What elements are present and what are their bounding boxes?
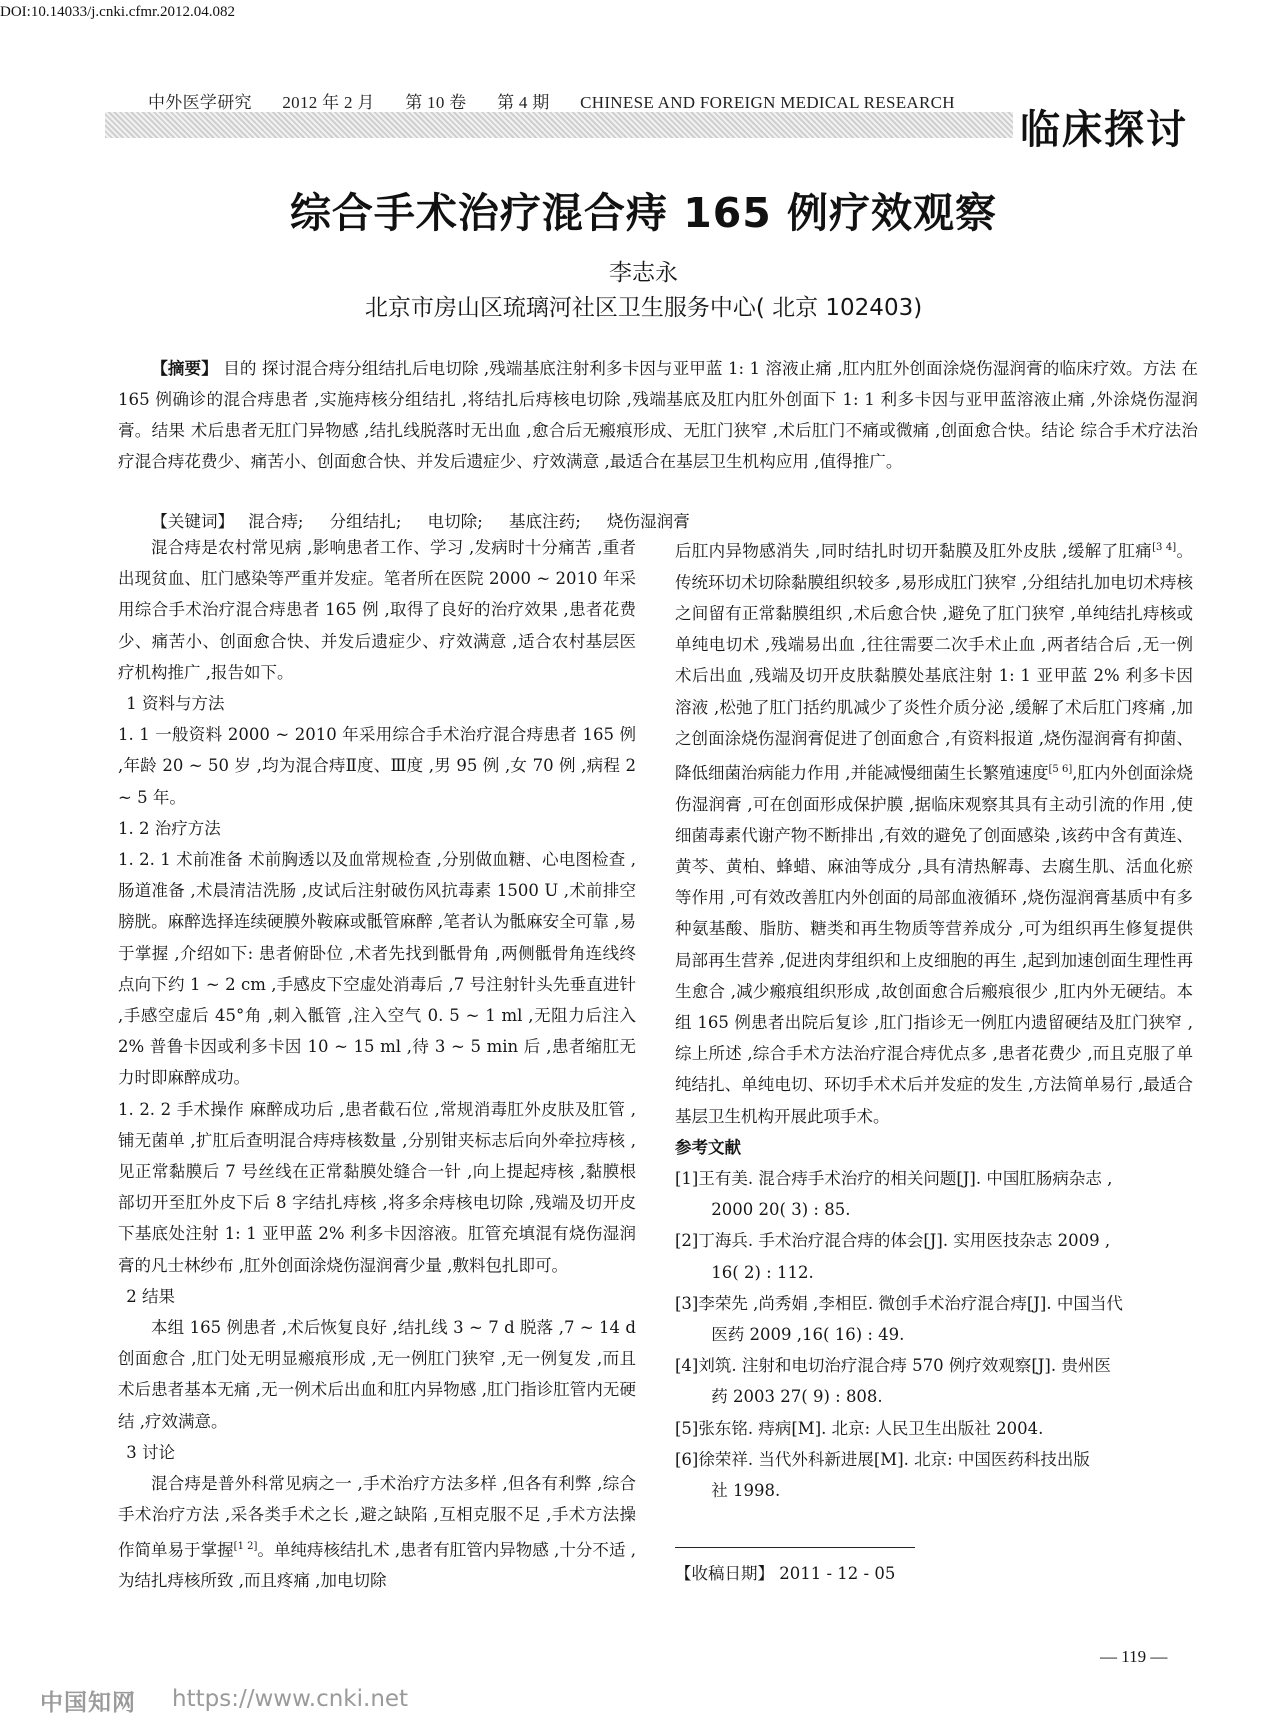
heading-discussion: 3 讨论 — [126, 1442, 175, 1462]
reference-text-continued: 医药 2009 ,16( 16) : 49. — [711, 1325, 905, 1345]
reference-text: 张东铭. 痔病[M]. 北京: 人民卫生出版社 2004. — [698, 1418, 1044, 1438]
running-header — [148, 88, 981, 113]
operation-paragraph: 1. 2. 2 手术操作 麻醉成功后 ,患者截石位 ,常规消毒肛外皮肤及肛管 ,铺无菌单 ,扩肛后查明混合痔痔核数量 ,分别钳夹标志后向外牵拉痔核 ,见正常黏膜后 7 号丝线在正常黏膜处缝合一针 ,向上提起痔核 ,黏膜根部切开至肛外皮下后 8 字结扎痔核 ,将多余痔核电切除 ,残端及切开皮下基底处注射 1: 1 亚甲蓝 2% 利多卡因溶液。肛管充填混有烧伤湿润膏的凡士林纱布 ,肛外创面涂烧伤湿润膏少量 ,敷料包扎即可。 — [118, 1099, 636, 1275]
article-author: 李志永 — [609, 260, 678, 286]
reference-number: [5] — [675, 1418, 699, 1438]
journal-name: 中外医学研究 — [148, 93, 252, 112]
discussion-text-b: 。单纯痔核结扎术 ,患者有肛管内异物感 ,十分不适 ,为结扎痔核所致 ,而且疼痛 ,加电切除 — [118, 1540, 636, 1591]
journal-english-name: CHINESE AND FOREIGN MEDICAL RESEARCH — [580, 93, 955, 112]
reference-item — [675, 1444, 1193, 1506]
section-title: 临床探讨 — [1020, 107, 1188, 153]
reference-text: 李荣先 ,尚秀娟 ,李相臣. 微创手术治疗混合痔[J]. 中国当代 — [698, 1293, 1123, 1313]
left-column — [118, 532, 636, 1596]
references-heading: 参考文献 — [675, 1137, 741, 1157]
section-hatched-bar — [105, 112, 1013, 138]
abstract — [118, 353, 1198, 477]
discussion-paragraph — [118, 1468, 636, 1596]
discussion-text-d: 。传统环切术切除黏膜组织较多 ,易形成肛门狭窄 ,分组结扎加电切术痔核之间留有正常黏膜组织 ,术后愈合快 ,避免了肛门狭窄 ,单纯结扎痔核或单纯电切术 ,残端易出血 ,往往需要二次手术止血 ,两者结合后 ,无一例术后出血 ,残端及切开皮肤黏膜处基底注射 1: 1 亚甲蓝 2% 利多卡因溶液 ,松弛了肛门括约肌减少了炎性介质分泌 ,缓解了术后肛门疼痛 ,加之创面涂烧伤湿润膏促进了创面愈合 ,有资料报道 ,烧伤湿润膏有抑菌、降低细菌治病能力作用 ,并能减慢细菌生长繁殖速度 — [675, 541, 1193, 783]
abstract-label: 【摘要】 — [151, 358, 218, 378]
discussion-text-a: 混合痔是普外科常见病之一 ,手术治疗方法多样 ,但各有利弊 ,综合手术治疗方法 ,采各类手术之长 ,避之缺陷 ,互相克服不足 ,手术方法操作简单易于掌握 — [118, 1474, 636, 1559]
heading-results: 2 结果 — [126, 1286, 175, 1306]
article-title: 综合手术治疗混合痔 165 例疗效观察 — [289, 189, 998, 237]
discussion-text-c: 后肛内异物感消失 ,同时结扎时切开黏膜及肛外皮肤 ,缓解了肛痛 — [675, 541, 1153, 561]
heading-methods: 1 资料与方法 — [126, 694, 225, 714]
heading-treatment: 1. 2 治疗方法 — [118, 818, 221, 838]
footnote-divider — [675, 1547, 915, 1548]
general-data-paragraph: 1. 1 一般资料 2000 ~ 2010 年采用综合手术治疗混合痔患者 165 例 ,年龄 20 ~ 50 岁 ,均为混合痔Ⅱ度、Ⅲ度 ,男 95 例 ,女 70 例 ,病程 2 ~ 5 年。 — [118, 725, 636, 807]
keyword-item: 烧伤湿润膏 — [606, 512, 690, 531]
discussion-continued-paragraph — [675, 532, 1193, 1132]
citation-1-2: [1 2] — [233, 1540, 258, 1552]
reference-number: [1] — [675, 1169, 699, 1189]
intro-paragraph: 混合痔是农村常见病 ,影响患者工作、学习 ,发病时十分痛苦 ,重者出现贫血、肛门感染等严重并发症。笔者所在医院 2000 ~ 2010 年采用综合手术治疗混合痔患者 165 例 ,取得了良好的治疗效果 ,患者花费少、痛苦小、创面愈合快、并发后遗症少、疗效满意 ,适合农村基层医疗机构推广 ,报告如下。 — [118, 538, 636, 682]
preop-paragraph: 1. 2. 1 术前准备 术前胸透以及血常规检查 ,分别做血糖、心电图检查 ,肠道准备 ,术晨清洁洗肠 ,皮试后注射破伤风抗毒素 1500 U ,术前排空膀胱。麻醉选择连续硬膜外鞍麻或骶管麻醉 ,笔者认为骶麻安全可靠 ,易于掌握 ,介绍如下: 患者俯卧位 ,术者先找到骶骨角 ,两侧骶骨角连线终点向下约 1 ~ 2 cm ,手感皮下空虚处消毒后 ,7 号注射针头先垂直进针 ,手感空虚后 45°角 ,刺入骶管 ,注入空气 0. 5 ~ 1 ml ,无阻力后注入 2% 普鲁卡因或利多卡因 10 ~ 15 ml ,待 3 ~ 5 min 后 ,患者缩肛无力时即麻醉成功。 — [118, 850, 636, 1088]
reference-text: 丁海兵. 手术治疗混合痔的体会[J]. 实用医技杂志 2009 , — [698, 1231, 1111, 1251]
keyword-item: 基底注药; — [508, 512, 581, 531]
cnki-logo: 中国知网 — [40, 1690, 136, 1716]
keyword-item: 分组结扎; — [329, 512, 402, 531]
reference-item — [675, 1288, 1193, 1350]
reference-number: [2] — [675, 1231, 699, 1251]
reference-number: [4] — [675, 1356, 699, 1376]
cnki-url: https://www.cnki.net — [172, 1686, 409, 1712]
results-paragraph: 本组 165 例患者 ,术后恢复良好 ,结扎线 3 ~ 7 d 脱落 ,7 ~ 14 d创面愈合 ,肛门处无明显瘢痕形成 ,无一例肛门狭窄 ,无一例复发 ,而且术后患者基本无痛 ,无一例术后出血和肛内异物感 ,肛门指诊肛管内无硬结 ,疗效满意。 — [118, 1318, 636, 1431]
citation-5-6: [5 6] — [1048, 763, 1073, 775]
doi-line: DOI:10.14033/j.cnki.cfmr.2012.04.082 — [0, 4, 235, 20]
discussion-text-e: ,肛内外创面涂烧伤湿润膏 ,可在创面形成保护膜 ,据临床观察其具有主动引流的作用 ,使细菌毒素代谢产物不断排出 ,有效的避免了创面感染 ,该药中含有黄连、黄芩、黄柏、蜂蜡、麻油等成分 ,具有清热解毒、去腐生肌、活血化瘀等作用 ,可有效改善肛内外创面的局部血液循环 ,烧伤湿润膏基质中有多种氨基酸、脂肪、糖类和再生物质等营养成分 ,可为组织再生修复提供局部再生营养 ,促进肉芽组织和上皮细胞的再生 ,起到加速创面生理性再生愈合 ,减少瘢痕组织形成 ,故创面愈合后瘢痕很少 ,肛内外无硬结。本组 165 例患者出院后复诊 ,肛门指诊无一例肛内遗留硬结及肛门狭窄 ,综上所述 ,综合手术方法治疗混合痔优点多 ,患者花费少 ,而且克服了单纯结扎、单纯电切、环切手术术后并发症的发生 ,方法简单易行 ,最适合基层卫生机构开展此项手术。 — [675, 763, 1193, 1126]
page-number: — 119 — — [1100, 1647, 1168, 1666]
issue: 第 4 期 — [497, 93, 550, 112]
reference-number: [3] — [675, 1293, 699, 1313]
right-column — [675, 532, 1193, 1506]
author-affiliation: 北京市房山区琉璃河社区卫生服务中心( 北京 102403) — [364, 295, 923, 321]
reference-item — [675, 1413, 1193, 1444]
reference-text-continued: 16( 2) : 112. — [711, 1262, 814, 1282]
reference-item — [675, 1350, 1193, 1412]
reference-number: [6] — [675, 1449, 699, 1469]
keyword-item: 混合痔; — [248, 512, 304, 531]
abstract-text: 目的 探讨混合痔分组结扎后电切除 ,残端基底注射利多卡因与亚甲蓝 1: 1 溶液止痛 ,肛内肛外创面涂烧伤湿润膏的临床疗效。方法 在 165 例确诊的混合痔患者 ,实施痔核分组结扎 ,将结扎后痔核电切除 ,残端基底及肛内肛外创面下 1: 1 利多卡因与亚甲蓝溶液止痛 ,外涂烧伤湿润膏。结果 术后患者无肛门异物感 ,结扎线脱落时无出血 ,愈合后无瘢痕形成、无肛门狭窄 ,术后肛门不痛或微痛 ,创面愈合快。结论 综合手术疗法治疗混合痔花费少、痛苦小、创面愈合快、并发后遗症少、疗效满意 ,最适合在基层卫生机构应用 ,值得推广。 — [118, 359, 1198, 471]
reference-text-continued: 药 2003 27( 9) : 808. — [711, 1387, 883, 1407]
keyword-item: 电切除; — [427, 512, 483, 531]
reference-text: 王有美. 混合痔手术治疗的相关问题[J]. 中国肛肠病杂志 , — [698, 1169, 1113, 1189]
keywords-label: 【关键词】 — [151, 512, 235, 531]
reference-text-continued: 社 1998. — [711, 1481, 781, 1501]
reference-text-continued: 2000 20( 3) : 85. — [711, 1200, 851, 1220]
reference-item — [675, 1225, 1193, 1287]
volume: 第 10 卷 — [405, 93, 467, 112]
citation-3-4: [3 4] — [1152, 542, 1177, 553]
reference-text: 刘筑. 注射和电切治疗混合痔 570 例疗效观察[J]. 贵州医 — [698, 1356, 1111, 1376]
reference-item — [675, 1163, 1193, 1225]
reference-text: 徐荣祥. 当代外科新进展[M]. 北京: 中国医药科技出版 — [698, 1449, 1090, 1469]
issue-date: 2012 年 2 月 — [282, 93, 375, 112]
received-date: 【收稿日期】 2011 - 12 - 05 — [675, 1564, 896, 1583]
